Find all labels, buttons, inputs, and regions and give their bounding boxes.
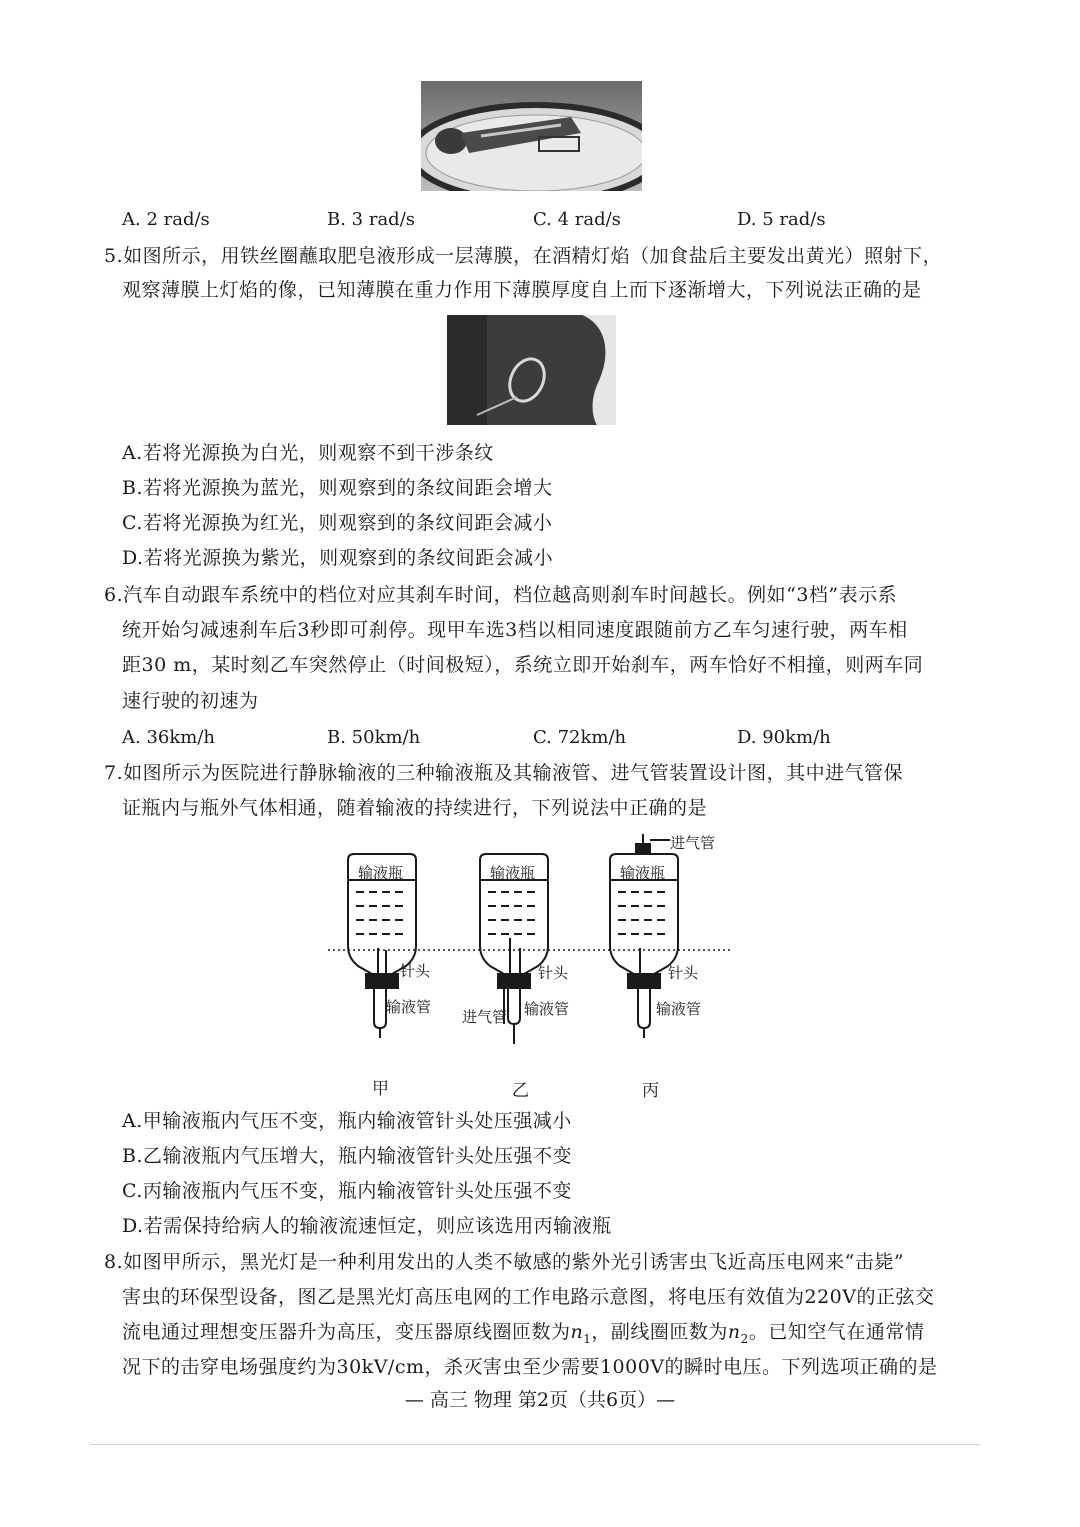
q6-stem-line4: 速行驶的初速为 [122,690,259,712]
soap-film-photo [447,315,616,425]
q6-stem-line3: 距30 m，某时刻乙车突然停止（时间极短），系统立即开始刹车，两车恰好不相撞，则两车同 [122,654,924,676]
q7-stem-line2: 证瓶内与瓶外气体相通，随着输液的持续进行，下列说法中正确的是 [122,797,708,819]
needle-bing-label: 针头 [668,964,699,982]
q8-stem-line2: 害虫的环保型设备，图乙是黑光灯高压电网的工作电路示意图，将电压有效值为220V的正弦交 [122,1286,935,1308]
q4-option-a: A. 2 rad/s [122,209,210,230]
q4-option-c: C. 4 rad/s [533,209,621,230]
q5-stem-line2: 观察薄膜上灯焰的像，已知薄膜在重力作用下薄膜厚度自上而下逐渐增大，下列说法正确的是 [122,279,922,301]
q8-stem-line1: 8.如图甲所示，黑光灯是一种利用发出的人类不敏感的紫外光引诱害虫飞近高压电网来“击毙” [104,1251,905,1273]
caption-bing: 丙 [642,1081,659,1101]
bottle-bing-label: 输液瓶 [620,864,666,882]
bottle-jia-label: 输液瓶 [358,864,404,882]
q5-option-d: D.若将光源换为紫光，则观察到的条纹间距会减小 [122,547,554,569]
q8-line3-part-a: 流电通过理想变压器升为高压，变压器原线圈匝数为 [122,1321,571,1343]
q6-stem-line2: 统开始匀减速刹车后3秒即可刹停。现甲车选3档以相同速度跟随前方乙车匀速行驶，两车相 [122,619,908,641]
n1-symbol: n [570,1321,584,1343]
n2-symbol: n [727,1321,741,1343]
n2-subscript: 2 [740,1331,749,1346]
q5-option-a: A.若将光源换为白光，则观察不到干涉条纹 [122,442,494,464]
q8-line3-part-b: ，副线圈匝数为 [591,1321,728,1343]
q7-option-b: B.乙输液瓶内气压增大，瓶内输液管针头处压强不变 [122,1145,573,1167]
tube-yi-label: 输液管 [524,1000,570,1018]
q4-option-d: D. 5 rad/s [737,209,826,230]
n1-subscript: 1 [583,1331,592,1346]
bottle-yi-label: 输液瓶 [490,864,536,882]
q5-option-c: C.若将光源换为红光，则观察到的条纹间距会减小 [122,512,553,534]
q5-stem-line1: 5.如图所示，用铁丝圈蘸取肥皂液形成一层薄膜，在酒精灯焰（加食盐后主要发出黄光）照射下， [104,245,943,267]
page-footer: — 高三 物理 第2页（共6页）— [404,1389,676,1411]
q6-stem-line1: 6.汽车自动跟车系统中的档位对应其刹车时间，档位越高则刹车时间越长。例如“3档”表示系 [104,584,898,606]
caption-jia: 甲 [372,1079,389,1099]
q4-option-b: B. 3 rad/s [327,209,416,230]
q8-stem-line4: 况下的击穿电场强度约为30kV/cm，杀灭害虫至少需要1000V的瞬时电压。下列选项正确的是 [122,1356,938,1378]
q6-option-a: A. 36km/h [122,727,215,748]
needle-jia-label: 针头 [400,962,431,980]
turntable-photo [421,81,642,191]
vent-bing-label: 进气管 [670,834,716,852]
q8-line3-part-c: 。已知空气在通常情 [748,1321,925,1343]
caption-yi: 乙 [512,1081,529,1101]
bottom-divider [90,1444,980,1445]
q7-option-a: A.甲输液瓶内气压不变，瓶内输液管针头处压强减小 [122,1110,572,1132]
q6-option-c: C. 72km/h [533,727,627,748]
q6-option-d: D. 90km/h [737,727,831,748]
q6-option-b: B. 50km/h [327,727,421,748]
q7-option-c: C.丙输液瓶内气压不变，瓶内输液管针头处压强不变 [122,1180,572,1202]
q5-option-b: B.若将光源换为蓝光，则观察到的条纹间距会增大 [122,477,553,499]
q7-stem-line1: 7.如图所示为医院进行静脉输液的三种输液瓶及其输液管、进气管装置设计图，其中进气管保 [104,762,904,784]
q7-option-d: D.若需保持给病人的输液流速恒定，则应该选用丙输液瓶 [122,1215,612,1237]
tube-jia-label: 输液管 [386,998,432,1016]
vent-yi-label: 进气管 [462,1008,508,1026]
needle-yi-label: 针头 [538,964,569,982]
tube-bing-label: 输液管 [656,1000,702,1018]
iv-bottles-diagram [320,828,740,1101]
